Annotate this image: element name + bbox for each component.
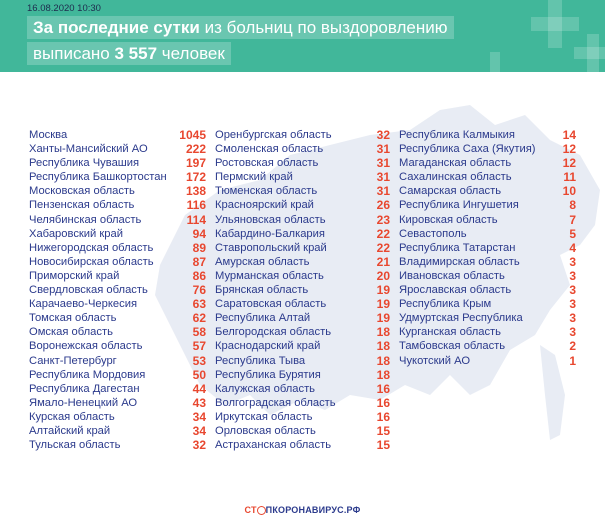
region-row (399, 283, 576, 297)
region-name: Карачаево-Черкесия (29, 298, 138, 311)
region-row (215, 198, 390, 212)
region-name: Тамбовская область (399, 340, 506, 353)
region-row (215, 368, 390, 382)
region-name: Севастополь (399, 227, 467, 240)
region-row (29, 297, 206, 311)
region-row (29, 227, 206, 241)
region-recovered-count: 4 (569, 240, 576, 255)
region-recovered-count: 63 (192, 297, 206, 312)
region-row (215, 156, 390, 170)
region-recovered-count: 32 (192, 438, 206, 453)
region-row (215, 213, 390, 227)
region-name: Калужская область (215, 382, 316, 395)
region-recovered-count: 18 (376, 367, 390, 382)
region-recovered-count: 7 (569, 212, 576, 227)
region-name: Нижегородская область (29, 241, 154, 254)
region-row (29, 311, 206, 325)
region-row (215, 396, 390, 410)
region-name: Новосибирская область (29, 255, 154, 268)
region-recovered-count: 34 (192, 409, 206, 424)
region-name: Челябинская область (29, 213, 142, 226)
region-name: Ямало-Ненецкий АО (29, 396, 138, 409)
region-row (29, 410, 206, 424)
region-name: Самарская область (399, 185, 502, 198)
region-name: Мурманская область (215, 269, 324, 282)
region-recovered-count: 34 (192, 423, 206, 438)
headline-line-2 (27, 42, 231, 65)
region-name: Тульская область (29, 439, 121, 452)
region-recovered-count: 31 (376, 170, 390, 185)
region-recovered-count: 32 (376, 128, 390, 142)
region-row (215, 297, 390, 311)
region-row (399, 269, 576, 283)
region-recovered-count: 44 (192, 381, 206, 396)
region-row (215, 325, 390, 339)
region-name: Магаданская область (399, 157, 512, 170)
region-name: Республика Татарстан (399, 241, 516, 254)
region-name: Московская область (29, 185, 135, 198)
region-recovered-count: 3 (569, 283, 576, 298)
region-name: Республика Калмыкия (399, 129, 515, 141)
region-row (29, 354, 206, 368)
region-name: Ярославская область (399, 284, 512, 297)
region-row (29, 142, 206, 156)
region-row (215, 170, 390, 184)
region-recovered-count: 31 (376, 142, 390, 157)
region-name: Амурская область (215, 255, 310, 268)
region-name: Санкт-Петербург (29, 354, 117, 367)
region-recovered-count: 19 (376, 311, 390, 326)
region-recovered-count: 43 (192, 395, 206, 410)
region-column-2 (215, 128, 390, 452)
region-name: Сахалинская область (399, 171, 512, 184)
region-recovered-count: 89 (192, 240, 206, 255)
region-name: Красноярский край (215, 199, 314, 212)
region-name: Чукотский АО (399, 354, 471, 367)
region-name: Курганская область (399, 326, 501, 339)
region-recovered-count: 14 (562, 128, 576, 142)
region-recovered-count: 19 (376, 283, 390, 298)
region-row (399, 128, 576, 142)
region-recovered-count: 3 (569, 297, 576, 312)
region-name: Ростовская область (215, 157, 319, 170)
region-recovered-count: 62 (192, 311, 206, 326)
region-recovered-count: 16 (376, 381, 390, 396)
headline-rest: из больниц по выздоровлению (199, 18, 448, 37)
header-banner (0, 0, 605, 72)
region-recovered-count: 19 (376, 297, 390, 312)
region-recovered-count: 20 (376, 268, 390, 283)
logo-text-start: СТ (244, 505, 257, 515)
region-name: Курская область (29, 410, 115, 423)
region-recovered-count: 2 (569, 339, 576, 354)
region-row (29, 368, 206, 382)
region-name: Республика Алтай (215, 312, 311, 325)
region-name: Омская область (29, 326, 113, 339)
plus-decoration (490, 52, 500, 72)
region-recovered-count: 16 (376, 395, 390, 410)
region-recovered-count: 3 (569, 325, 576, 340)
region-name: Кировская область (399, 213, 498, 226)
region-name: Ульяновская область (215, 213, 326, 226)
region-recovered-count: 16 (376, 409, 390, 424)
region-name: Саратовская область (215, 298, 327, 311)
logo-o-icon (257, 506, 266, 515)
region-recovered-count: 53 (192, 353, 206, 368)
region-name: Орловская область (215, 424, 316, 437)
region-name: Волгоградская область (215, 396, 336, 409)
region-recovered-count: 116 (186, 198, 206, 213)
region-name: Оренбургская область (215, 129, 332, 141)
date-stamp: 16.08.2020 10:30 (27, 3, 101, 14)
region-row (29, 283, 206, 297)
region-recovered-count: 31 (376, 184, 390, 199)
region-recovered-count: 18 (376, 353, 390, 368)
headline-bold: За последние сутки (33, 18, 200, 37)
region-column-3 (399, 128, 576, 368)
region-name: Алтайский край (29, 424, 111, 437)
region-row (399, 255, 576, 269)
region-row (29, 255, 206, 269)
region-name: Республика Ингушетия (399, 199, 519, 212)
region-row (29, 424, 206, 438)
region-recovered-count: 1045 (179, 128, 206, 142)
stopkoronavirus-logo (0, 505, 605, 515)
region-recovered-count: 18 (376, 339, 390, 354)
region-row (399, 156, 576, 170)
region-row (399, 339, 576, 353)
region-name: Республика Бурятия (215, 368, 321, 381)
region-recovered-count: 23 (376, 212, 390, 227)
region-name: Астраханская область (215, 439, 332, 452)
region-name: Свердловская область (29, 284, 148, 297)
region-row (399, 241, 576, 255)
region-recovered-count: 11 (563, 170, 576, 185)
region-row (29, 269, 206, 283)
region-row (399, 184, 576, 198)
region-name: Кабардино-Балкария (215, 227, 325, 240)
region-recovered-count: 94 (192, 226, 206, 241)
region-row (399, 213, 576, 227)
region-row (29, 339, 206, 353)
region-row (399, 311, 576, 325)
region-recovered-count: 57 (192, 339, 206, 354)
region-row (29, 396, 206, 410)
region-row (215, 283, 390, 297)
region-name: Ханты-Мансийский АО (29, 143, 148, 156)
region-row (215, 354, 390, 368)
region-recovered-count: 114 (186, 212, 206, 227)
region-name: Брянская область (215, 284, 309, 297)
region-recovered-count: 10 (562, 184, 576, 199)
region-name: Ставропольский край (215, 241, 327, 254)
region-recovered-count: 50 (192, 367, 206, 382)
region-name: Краснодарский край (215, 340, 321, 353)
region-row (29, 156, 206, 170)
region-name: Республика Мордовия (29, 368, 146, 381)
region-row (215, 241, 390, 255)
region-name: Владимирская область (399, 255, 520, 268)
region-row (29, 241, 206, 255)
plus-decoration (574, 47, 605, 59)
region-row (399, 325, 576, 339)
region-row (215, 269, 390, 283)
region-recovered-count: 76 (192, 283, 206, 298)
headline-line-1 (27, 16, 454, 39)
headline-pre: выписано (33, 44, 115, 63)
region-recovered-count: 138 (185, 184, 206, 199)
region-name: Пензенская область (29, 199, 135, 212)
region-recovered-count: 22 (376, 240, 390, 255)
region-recovered-count: 58 (192, 325, 206, 340)
region-name: Тюменская область (215, 185, 318, 198)
region-row (215, 410, 390, 424)
region-row (399, 297, 576, 311)
region-recovered-count: 197 (185, 156, 206, 171)
region-row (215, 438, 390, 452)
region-recovered-count: 8 (569, 198, 576, 213)
discharged-total: 3 557 (114, 44, 158, 63)
region-recovered-count: 12 (562, 156, 576, 171)
plus-decoration (531, 17, 579, 31)
region-row (29, 213, 206, 227)
region-name: Пермский край (215, 171, 293, 184)
region-name: Смоленская область (215, 143, 324, 156)
region-name: Хабаровский край (29, 227, 124, 240)
region-row (215, 142, 390, 156)
region-recovered-count: 21 (376, 254, 390, 269)
region-row (399, 142, 576, 156)
region-column-1 (29, 128, 206, 452)
region-name: Ивановская область (399, 269, 505, 282)
region-row (29, 438, 206, 452)
region-recovered-count: 3 (569, 268, 576, 283)
region-name: Москва (29, 129, 68, 141)
region-name: Воронежская область (29, 340, 143, 353)
region-row (215, 128, 390, 142)
region-name: Иркутская область (215, 410, 313, 423)
region-recovered-count: 3 (569, 254, 576, 269)
region-recovered-count: 3 (569, 311, 576, 326)
region-name: Томская область (29, 312, 117, 325)
region-recovered-count: 15 (376, 438, 390, 453)
region-row (29, 128, 206, 142)
region-name: Республика Чувашия (29, 157, 140, 170)
region-recovered-count: 86 (192, 268, 206, 283)
region-row (29, 198, 206, 212)
region-recovered-count: 15 (376, 423, 390, 438)
region-row (215, 339, 390, 353)
region-row (215, 424, 390, 438)
region-recovered-count: 5 (569, 226, 576, 241)
region-row (29, 170, 206, 184)
region-row (29, 184, 206, 198)
region-recovered-count: 18 (376, 325, 390, 340)
region-row (215, 382, 390, 396)
region-name: Республика Дагестан (29, 382, 140, 395)
region-row (29, 382, 206, 396)
logo-text-end: ПКОРОНАВИРУС.РФ (265, 505, 361, 515)
region-recovered-count: 222 (185, 142, 206, 157)
region-row (399, 198, 576, 212)
region-row (215, 227, 390, 241)
region-recovered-count: 31 (376, 156, 390, 171)
region-recovered-count: 12 (562, 142, 576, 157)
region-row (215, 311, 390, 325)
headline-post: человек (157, 44, 225, 63)
region-recovered-count: 87 (192, 254, 206, 269)
region-row (215, 255, 390, 269)
region-row (399, 354, 576, 368)
region-recovered-count: 26 (376, 198, 390, 213)
region-recovered-count: 1 (569, 353, 576, 368)
region-row (399, 227, 576, 241)
region-row (399, 170, 576, 184)
region-row (29, 325, 206, 339)
region-name: Республика Саха (Якутия) (399, 143, 536, 156)
region-name: Приморский край (29, 269, 120, 282)
region-name: Республика Башкортостан (29, 171, 167, 184)
region-row (215, 184, 390, 198)
region-recovered-count: 172 (185, 170, 206, 185)
region-name: Удмуртская Республика (399, 312, 523, 325)
region-name: Республика Крым (399, 298, 492, 311)
region-name: Белгородская область (215, 326, 332, 339)
region-name: Республика Тыва (215, 354, 306, 367)
region-recovered-count: 22 (376, 226, 390, 241)
